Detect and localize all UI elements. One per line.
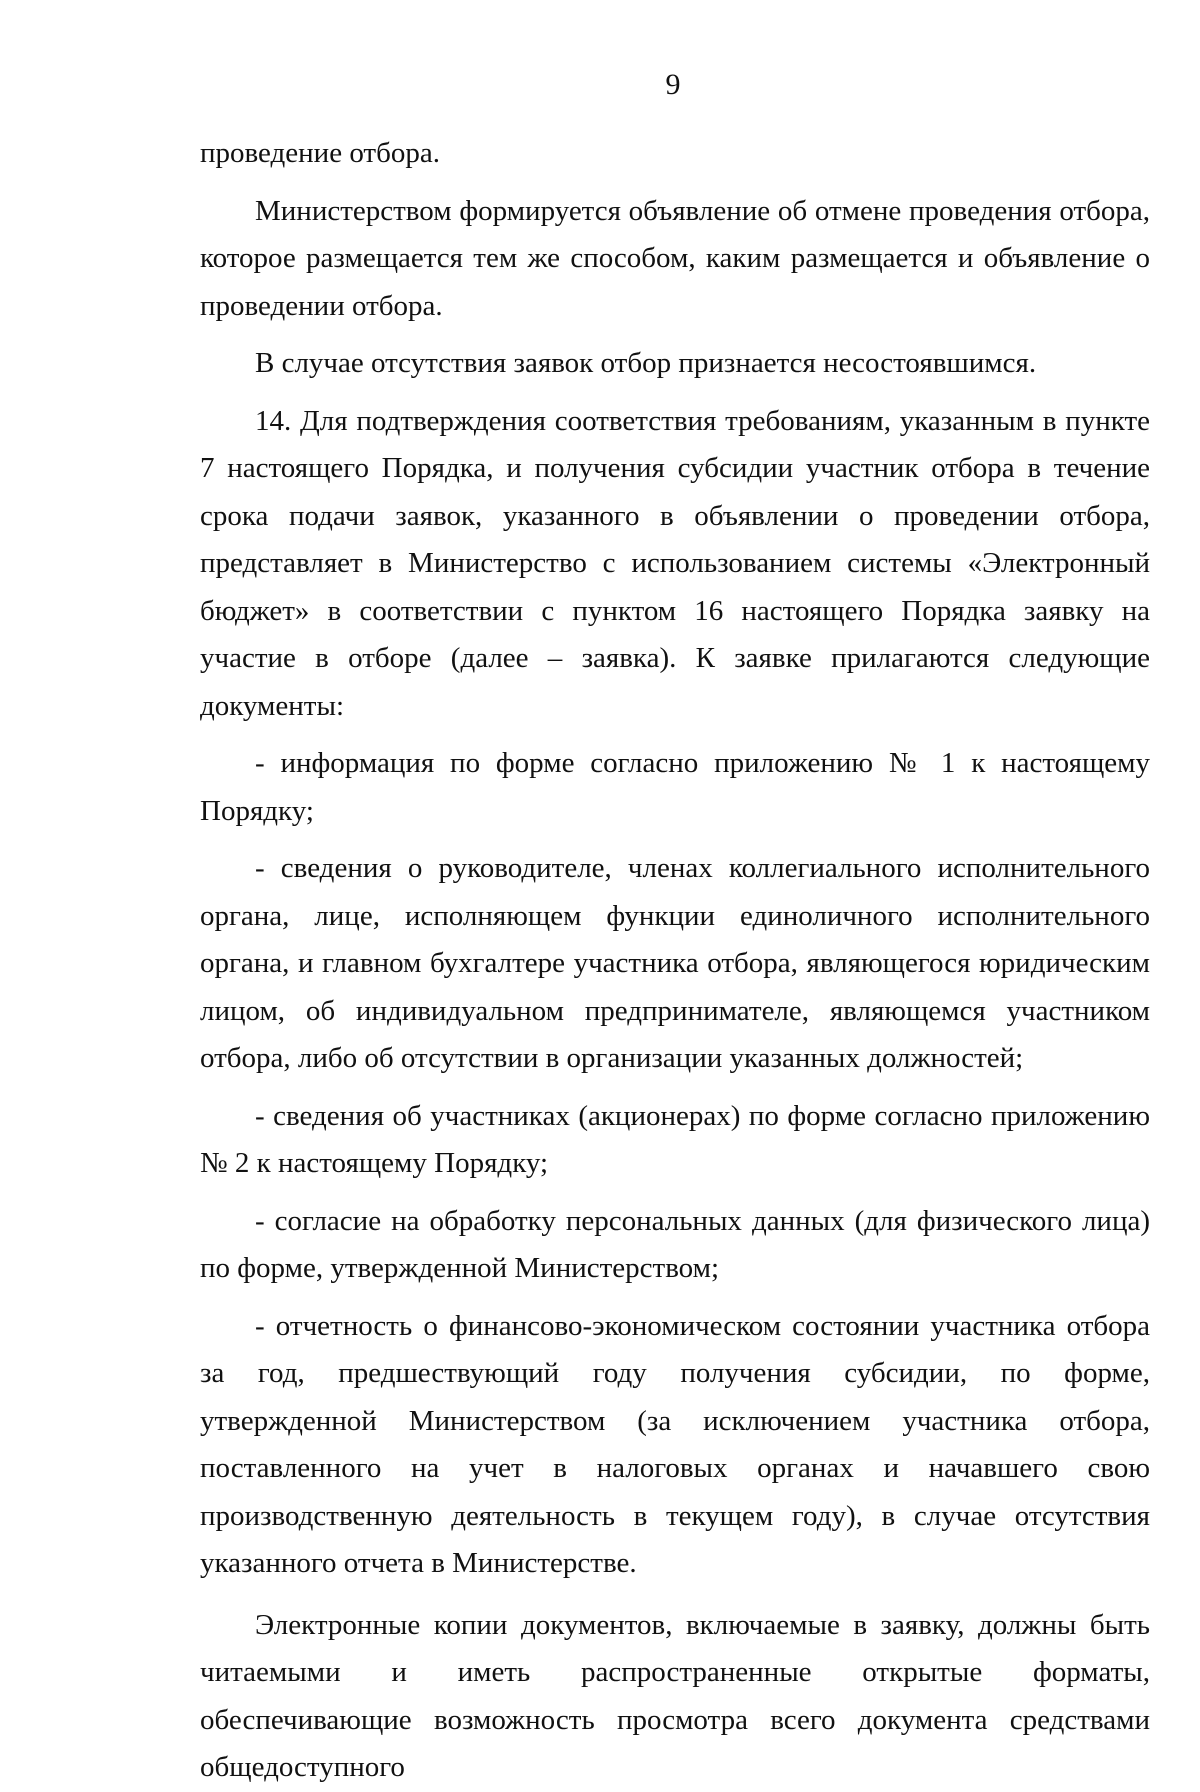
list-item-management-info: - сведения о руководителе, членах коллегиального исполнительного органа, лице, исполняющем функции единоличного исполнительного органа, и главном бухгалтере участника отбора, являющегося юридическим лицом, об индивидуальном предпринимателе, являющемся участником отбора, либо об отсутствии в организации указанных должностей; (200, 852, 1150, 1074)
document-body (200, 130, 1150, 1792)
list-item-personal-data-consent: - согласие на обработку персональных данных (для физического лица) по форме, утвержденной Министерством; (200, 1204, 1150, 1284)
list-item-financial-report: - отчетность о финансово-экономическом состоянии участника отбора за год, предшествующий году получения субсидии, по форме, утвержденной Министерством (за исключением участника отбора, поставленного на учет в налоговых органах и начавшего свою производственную деятельность в текущем году), в случае отсутствия указанного отчета в Министерстве. (200, 1309, 1150, 1579)
list-item-shareholders-info: - сведения об участниках (акционерах) по форме согласно приложению № 2 к настоящему Порядку; (200, 1099, 1150, 1179)
page-number: 9 (665, 68, 681, 101)
paragraph-no-applications: В случае отсутствия заявок отбор признается несостоявшимся. (255, 347, 1037, 379)
list-item-information-form: - информация по форме согласно приложению № 1 к настоящему Порядку; (200, 747, 1150, 827)
paragraph-continuation: проведение отбора. (200, 137, 440, 169)
paragraph-item-14: 14. Для подтверждения соответствия требованиям, указанным в пункте 7 настоящего Порядка, и получения субсидии участник отбора в течение срока подачи заявок, указанного в объявлении о проведении отбора, представляет в Министерство с использованием системы «Электронный бюджет» в соответствии с пунктом 16 настоящего Порядка заявку на участие в отборе (далее – заявка). К заявке прилагаются следующие документы: (200, 404, 1150, 722)
paragraph-electronic-copies: Электронные копии документов, включаемые в заявку, должны быть читаемыми и иметь распространенные открытые форматы, обеспечивающие возможность просмотра всего документа средствами общедоступного (200, 1608, 1150, 1783)
paragraph-cancellation-notice: Министерством формируется объявление об отмене проведения отбора, которое размещается тем же способом, каким размещается и объявление о проведении отбора. (200, 194, 1150, 322)
